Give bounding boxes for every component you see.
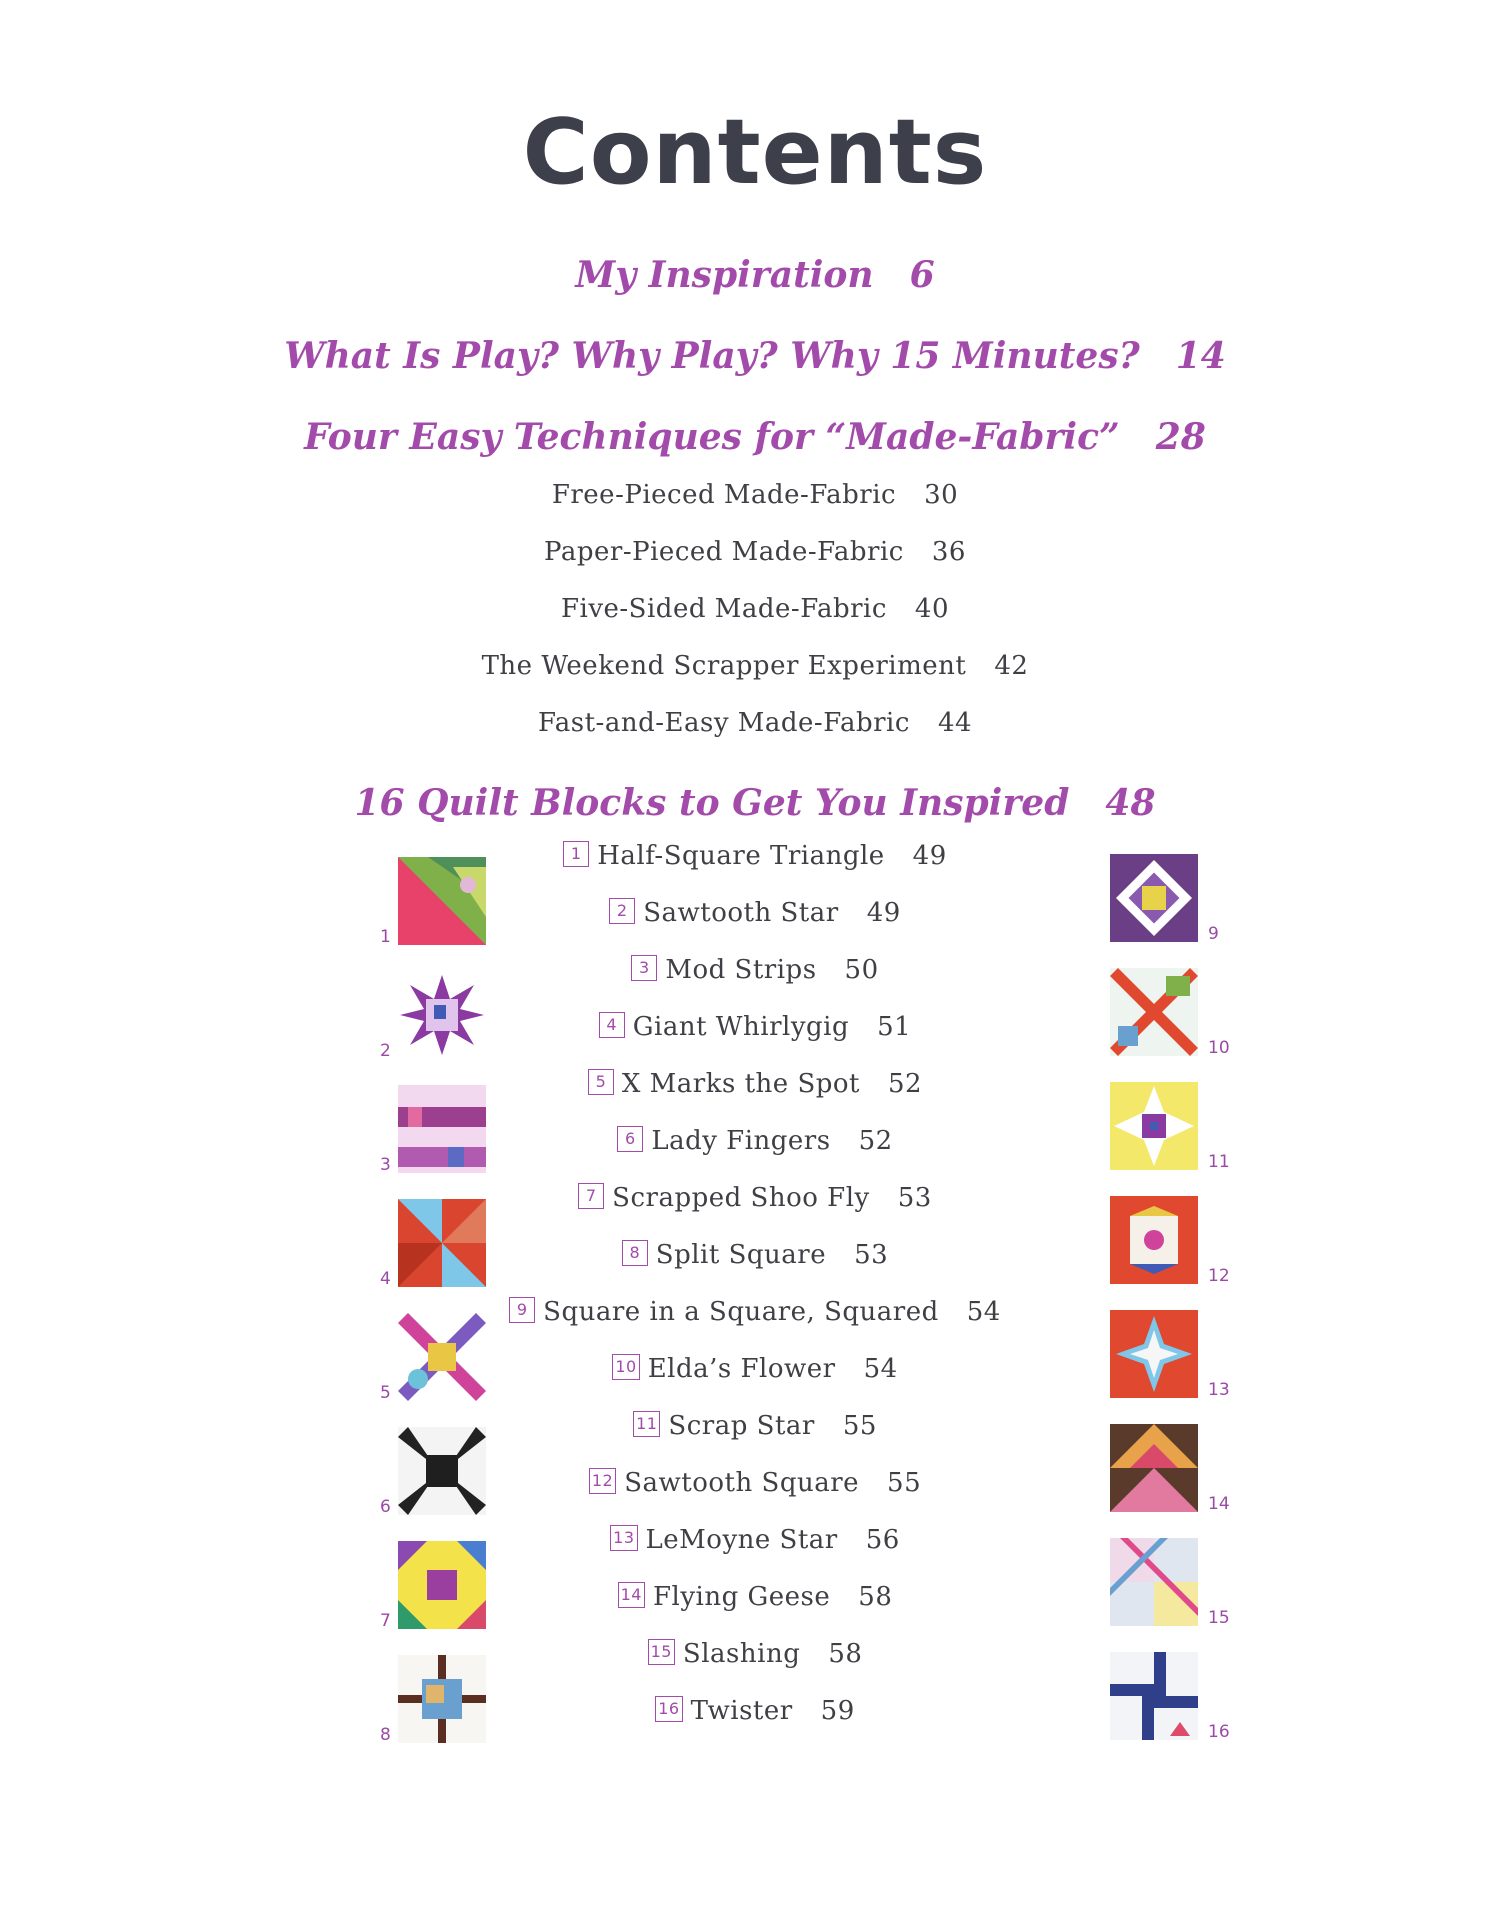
quilt-block-thumbnail-9 (1110, 854, 1198, 942)
toc-block-13[interactable] (0, 1525, 1510, 1555)
toc-section-16-quilt-blocks[interactable] (0, 782, 1510, 824)
item-label: The Weekend Scrapper Experiment (481, 651, 967, 681)
block-number-box: 8 (622, 1240, 648, 1266)
toc-block-12[interactable] (0, 1468, 1510, 1498)
block-number-box: 7 (578, 1183, 604, 1209)
item-label: Five-Sided Made-Fabric (560, 594, 887, 624)
toc-block-14[interactable] (0, 1582, 1510, 1612)
item-page: 36 (931, 537, 966, 567)
toc-item-paper-pieced[interactable] (0, 537, 1510, 567)
block-number-box: 10 (612, 1354, 639, 1380)
quilt-block-thumbnail-4 (398, 1199, 486, 1287)
block-number-box: 11 (633, 1411, 660, 1437)
toc-section-four-easy-techniques[interactable] (0, 416, 1510, 458)
section-page: 6 (909, 254, 935, 296)
thumbnail-number: 10 (1208, 1038, 1230, 1058)
block-number-box: 16 (655, 1696, 682, 1722)
toc-block-16[interactable] (0, 1696, 1510, 1726)
thumbnail-number: 1 (380, 927, 391, 947)
thumbnail-number: 13 (1208, 1380, 1230, 1400)
block-number-box: 1 (563, 841, 589, 867)
quilt-block-thumbnail-6 (398, 1427, 486, 1515)
thumbnail-number: 14 (1208, 1494, 1230, 1514)
block-page: 49 (912, 841, 947, 871)
section-page: 28 (1155, 416, 1206, 458)
thumbnail-number: 4 (380, 1269, 391, 1289)
toc-block-2[interactable] (0, 898, 1510, 928)
block-number-box: 2 (609, 898, 635, 924)
block-label: Scrapped Shoo Fly (612, 1183, 870, 1213)
toc-block-15[interactable] (0, 1639, 1510, 1669)
block-page: 58 (828, 1639, 863, 1669)
block-label: Flying Geese (652, 1582, 831, 1612)
section-page: 48 (1105, 782, 1156, 824)
section-label: What Is Play? Why Play? Why 15 Minutes? (284, 335, 1140, 377)
toc-section-what-is-play[interactable] (0, 335, 1510, 377)
block-label: Square in a Square, Squared (543, 1297, 939, 1327)
block-label: Lady Fingers (651, 1126, 831, 1156)
item-page: 40 (914, 594, 950, 624)
section-label: My Inspiration (575, 254, 874, 296)
item-page: 42 (994, 651, 1029, 681)
toc-block-10[interactable] (0, 1354, 1510, 1384)
block-label: Slashing (682, 1639, 801, 1669)
block-label: X Marks the Spot (621, 1069, 860, 1099)
block-number-box: 5 (588, 1069, 614, 1095)
section-label: Four Easy Techniques for “Made-Fabric” (304, 416, 1120, 458)
quilt-block-thumbnail-1 (398, 857, 486, 945)
block-page: 49 (866, 898, 901, 928)
quilt-block-thumbnail-8 (398, 1655, 486, 1743)
block-page: 52 (888, 1069, 923, 1099)
toc-item-weekend-scrapper[interactable] (0, 651, 1510, 681)
block-number-box: 12 (589, 1468, 616, 1494)
toc-block-1[interactable] (0, 841, 1510, 871)
toc-block-11[interactable] (0, 1411, 1510, 1441)
block-number-box: 14 (618, 1582, 645, 1608)
block-label: Scrap Star (668, 1411, 815, 1441)
item-page: 44 (937, 708, 973, 738)
quilt-block-thumbnail-3 (398, 1085, 486, 1173)
block-number-box: 4 (599, 1012, 625, 1038)
item-label: Paper-Pieced Made-Fabric (544, 537, 904, 567)
block-label: Split Square (655, 1240, 827, 1270)
toc-block-7[interactable] (0, 1183, 1510, 1213)
thumbnail-number: 7 (380, 1611, 391, 1631)
block-page: 50 (844, 955, 879, 985)
block-page: 54 (863, 1354, 898, 1384)
block-page: 55 (887, 1468, 922, 1498)
thumbnail-number: 5 (380, 1383, 391, 1403)
quilt-block-thumbnail-14 (1110, 1424, 1198, 1512)
block-page: 59 (820, 1696, 855, 1726)
block-page: 51 (877, 1012, 912, 1042)
toc-item-five-sided[interactable] (0, 594, 1510, 624)
toc-block-6[interactable] (0, 1126, 1510, 1156)
item-label: Fast-and-Easy Made-Fabric (537, 708, 910, 738)
thumbnail-number: 2 (380, 1041, 391, 1061)
toc-section-my-inspiration[interactable] (0, 254, 1510, 296)
thumbnail-number: 9 (1208, 924, 1219, 944)
block-label: Sawtooth Square (624, 1468, 860, 1498)
block-page: 55 (842, 1411, 877, 1441)
section-page: 14 (1175, 335, 1226, 377)
thumbnail-number: 8 (380, 1725, 391, 1745)
block-label: Giant Whirlygig (632, 1012, 850, 1042)
toc-block-4[interactable] (0, 1012, 1510, 1042)
block-label: Mod Strips (665, 955, 817, 985)
block-page: 54 (966, 1297, 1001, 1327)
quilt-block-thumbnail-5 (398, 1313, 486, 1401)
block-number-box: 6 (617, 1126, 643, 1152)
block-label: Sawtooth Star (643, 898, 839, 928)
block-page: 56 (865, 1525, 900, 1555)
block-number-box: 15 (648, 1639, 675, 1665)
block-number-box: 13 (610, 1525, 637, 1551)
thumbnail-number: 15 (1208, 1608, 1230, 1628)
block-label: Twister (690, 1696, 793, 1726)
quilt-block-thumbnail-7 (398, 1541, 486, 1629)
quilt-block-thumbnail-15 (1110, 1538, 1198, 1626)
toc-block-5[interactable] (0, 1069, 1510, 1099)
block-label: LeMoyne Star (645, 1525, 838, 1555)
quilt-block-thumbnail-13 (1110, 1310, 1198, 1398)
toc-block-8[interactable] (0, 1240, 1510, 1270)
quilt-block-thumbnail-16 (1110, 1652, 1198, 1740)
block-number-box: 9 (509, 1297, 535, 1323)
item-page: 30 (924, 480, 959, 510)
item-label: Free-Pieced Made-Fabric (551, 480, 897, 510)
toc-item-free-pieced[interactable] (0, 480, 1510, 510)
page-title: Contents (522, 100, 988, 205)
quilt-block-thumbnail-2 (398, 971, 486, 1059)
section-label: 16 Quilt Blocks to Get You Inspired (354, 782, 1070, 824)
thumbnail-number: 12 (1208, 1266, 1230, 1286)
thumbnail-number: 16 (1208, 1722, 1230, 1742)
block-page: 53 (897, 1183, 932, 1213)
toc-block-3[interactable] (0, 955, 1510, 985)
block-number-box: 3 (631, 955, 657, 981)
toc-block-9[interactable] (0, 1297, 1510, 1327)
quilt-block-thumbnail-11 (1110, 1082, 1198, 1170)
block-label: Half-Square Triangle (597, 841, 885, 871)
toc-item-fast-and-easy[interactable] (0, 708, 1510, 738)
quilt-block-thumbnail-12 (1110, 1196, 1198, 1284)
quilt-block-thumbnail-10 (1110, 968, 1198, 1056)
thumbnail-number: 3 (380, 1155, 391, 1175)
block-page: 53 (854, 1240, 889, 1270)
block-label: Elda’s Flower (647, 1354, 836, 1384)
thumbnail-number: 11 (1208, 1152, 1230, 1172)
thumbnail-number: 6 (380, 1497, 391, 1517)
block-page: 58 (858, 1582, 893, 1612)
block-page: 52 (858, 1126, 893, 1156)
